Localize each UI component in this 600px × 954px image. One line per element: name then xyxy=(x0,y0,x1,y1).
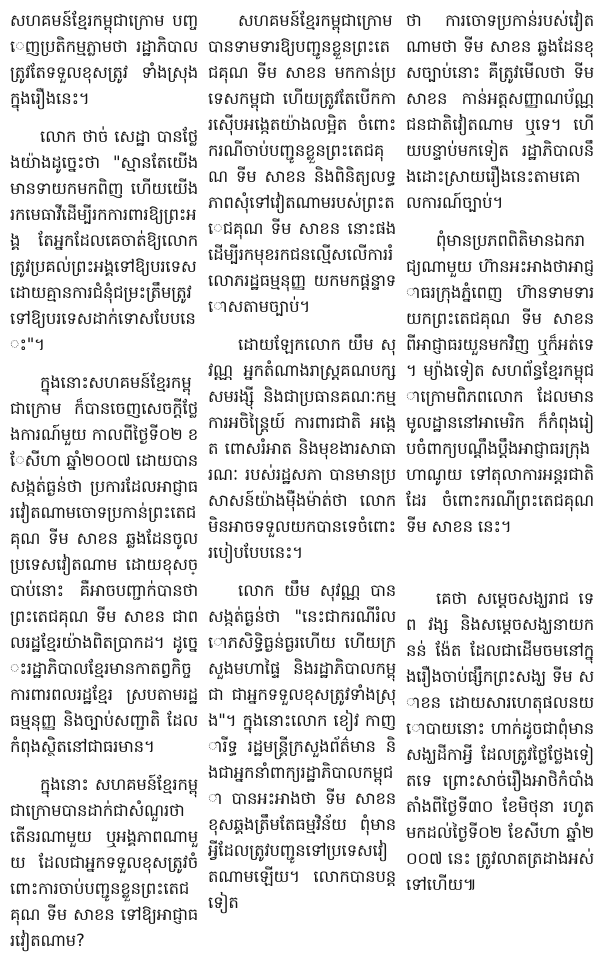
column-1 xyxy=(10,8,198,950)
paragraph: ពុំមានប្រភពពិតិមានឯករាជ្យណាមួយ ហ៊ានអះអាងថាអាជ្ញាធរក្រុងភ្នំពេញ ហ៊ានទាមទារយកព្រះតេជគុណ ទីម សាខន ពីអាជ្ញាធរយួនមកវិញ ឬក៏អត់ទេ។ ម្យ៉ាងទៀត សហព័ន្ធខ្មែរកម្ពុជាក្រោមពិភពលោក ដែលមានមូលដ្ឋាននៅអាមេរិក ក៏កំពុងរៀបចំពាក្យបណ្តឹងប្តឹងអាជ្ញាធរក្រុងហាណូយ ទៅតុលាការអន្តរជាតិដែរ ចំពោះករណីព្រះតេជគុណ ទីម សាខន នេះ។ xyxy=(406,231,594,536)
paragraph: សហគមន៍ខ្មែរកម្ពុជាក្រោមបានទាមទារឱ្យបញ្ជូនខ្លួនព្រះតេជគុណ ទីម សាខន មកកាន់ប្រទេសកម្ពុជា ហើយត្រូវតែបើកការស៊ើបអង្កេតយ៉ាងលម្អិត ចំពោះករណីចាប់បញ្ជូនខ្លួនព្រះតេជគុណ ទីម សាខន និងពិនិត្យលទ្ធភាពសុំទៅវៀតណាមរបស់ព្រះតេជគុណ ទីម សាខន នោះផង ដើម្បីរកមុខរកជនល្មើសលើការរំលោភរដ្ឋធម្មនុញ្ញ យកមកផ្តន្ទាទោសតាមច្បាប់។ xyxy=(208,11,396,316)
paragraph: ក្នុងនោះ សហគមន៍ខ្មែរកម្ពុជាក្រោមបានដាក់ជាសំណួរថា តើនរណាមួយ ឬអង្គភាពណាមួយ ដែលជាអ្នកទទួលខុសត្រូវចំពោះការចាប់បញ្ជូនខ្លួនព្រះតេជគុណ ទីម សាខន ទៅឱ្យអាជ្ញាធរវៀតណាម? xyxy=(10,775,198,950)
paragraph: សហគមន៍ខ្មែរកម្ពុជាក្រោម បញ្ចេញប្រតិកម្មភ្លាមថា រដ្ឋាភិបាលត្រូវតែទទួលខុសត្រូវ ទាំងស្រុងក្នុងរឿងនេះ។ xyxy=(10,11,198,108)
paragraph: គេថា សម្តេចសង្ឃរាជ ទេព វង្ស និងសម្តេចសង្ឃនាយក នន់ ង៉ែត ដែលជាដើមចមនៅក្នុងរឿងចាប់ផ្សឹកព្រះសង្ឃ ទីម សាខន ដោយសារហេតុផលនយោបាយនោះ ហាក់ដូចជាពុំមានសង្ឃដីកាអ្វី ដែលត្រូវថ្លៃថ្លែងទៀតទេ ព្រោះសាច់រឿងអាថិកំបាំងតាំងពីថ្ងៃទី៣០ ខែមិថុនា រហូតមកដល់ថ្ងៃទី០២ ខែសីហា ឆ្នាំ២០០៧ នេះ ត្រូវលាតត្រដាងអស់ទៅហើយ៕ xyxy=(406,589,594,894)
paragraph: ក្នុងនោះសហគមន៍ខ្មែរកម្ពុជាក្រោម ក៏បានចេញសេចក្តីថ្លែងការណ៍មួយ កាលពីថ្ងៃទី០២ ខែសីហា ឆ្នាំ២០០៧ ដោយបានសង្កត់ធ្ងន់ថា ប្រការដែលអាជ្ញាធរវៀតណាមចោទប្រកាន់ព្រះតេជគុណ ទីម សាខន ឆ្លងដែនចូលប្រទេសវៀតណាម ដោយខុសច្បាប់នោះ គឺអាចបញ្ជាក់បានថា ព្រះតេជគុណ ទីម សាខន ជាពលរដ្ឋខ្មែរយ៉ាងពិតប្រាកដ។ ដូច្នេះរដ្ឋាភិបាលខ្មែរមានកាតព្វកិច្ចការពារពលរដ្ឋខ្មែរ ស្របតាមរដ្ឋធម្មនុញ្ញ និងច្បាប់សញ្ជាតិ ដែលកំពុងស្ថិតនៅជាធរមាន។ xyxy=(10,373,198,756)
paragraph: ដោយឡែកលោក យឹម សុវណ្ណ អ្នកតំណាងរាស្ត្រគណបក្សសមរង្ស៊ី និងជាប្រធានគណៈកម្មការអចិន្ត្រៃយ៍ ការពារជាតិ អង្កេត ពោសរំអាត និងមុខងារសាធារណៈ របស់រដ្ឋសភា បានមានប្រសាសន៍យ៉ាងម៉ឺងម៉ាត់ថា លោកមិនអាចទទួលយកបានទេចំពោះរបៀបបែបនេះ។ xyxy=(208,335,396,562)
paragraph: លោក ថាច់ សេដ្ឋា បានថ្លែងយ៉ាងដូច្នេះថា "ស្មានតែយើងមានទាយកមកពិញ ហើយយើងរកមេធាវីដើម្បីរកការពារឱ្យព្រះអង្គ តែអ្នកដែលគេចាត់ឱ្យលោក ត្រូវប្រគល់ព្រះអង្គទៅឱ្យបរទេសដោយគ្មានការជំនុំជម្រះត្រឹមត្រូវ ទៅឱ្យបរទេសដាក់ទោសបែបនេះ"។ xyxy=(10,127,198,354)
column-3 xyxy=(406,8,594,941)
paragraph: ថា ការចោទប្រកាន់របស់វៀតណាមថា ទីម សាខន ឆ្លងដែនខុសច្បាប់នោះ គឺត្រូវមើលថា ទីម សាខន កាន់អត្តសញ្ញាណប័ណ្ណជនជាតិវៀតណាម ឬទេ។ ហើយបន្ទាប់មកទៀត រដ្ឋាភិបាលនឹងដោះស្រាយរឿងនេះតាមគោលការណ៍ច្បាប់។ xyxy=(406,11,594,212)
paragraph: លោក យឹម សុវណ្ណ បានសង្កត់ធ្ងន់ថា "នេះជាករណីរំលោភសិទ្ធិធ្ងន់ធ្ងរហើយ ហើយក្រសួងមហាផ្ទៃ និងរដ្ឋាភិបាលកម្ពុជា ជាអ្នកទទួលខុសត្រូវទាំងស្រុង"។ ក្នុងនោះលោក ខៀវ កាញារីទ្ធ រដ្ឋមន្ត្រីក្រសួងព័ត៌មាន និងជាអ្នកនាំពាក្យរដ្ឋាភិបាលកម្ពុជា បានអះអាងថា ទីម សាខន ខុសឆ្គងត្រឹមតែធម្មវិន័យ ពុំមានអ្វីដែលត្រូវបញ្ជូនទៅប្រទេសវៀតណាមឡើយ។ លោកបានបន្តទៀត xyxy=(208,581,396,912)
column-2 xyxy=(208,8,396,941)
article-columns xyxy=(10,8,594,950)
